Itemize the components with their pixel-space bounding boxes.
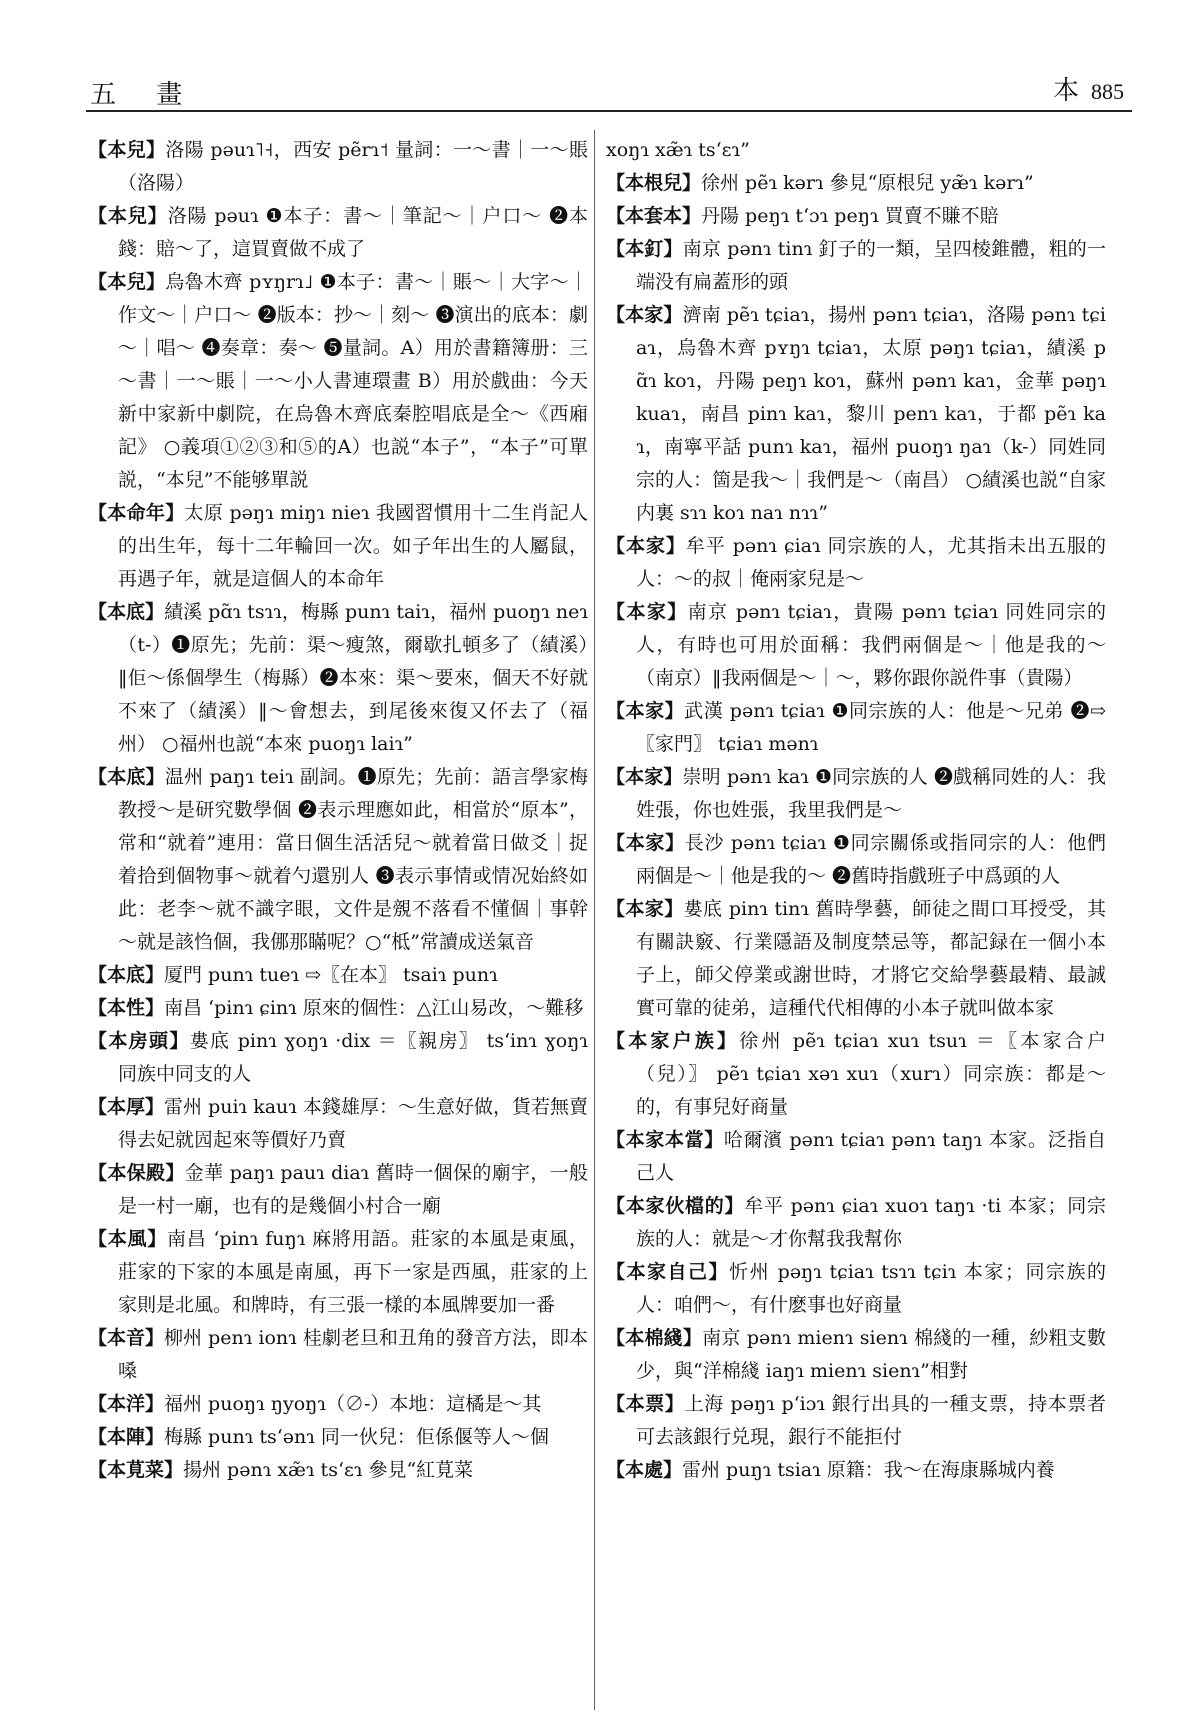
- dictionary-entry: [606, 1190, 1106, 1256]
- entry-headword: 【本家伙檔的】: [606, 1195, 745, 1217]
- dictionary-entry: [606, 233, 1106, 299]
- dictionary-entry: [88, 1091, 588, 1157]
- entry-text: 崇明 pənɿ kaɿ ❶同宗族的人 ❷戲稱同姓的人：我姓張，你也姓張，我里我們是～: [636, 766, 1106, 821]
- dictionary-entry: [606, 200, 1106, 233]
- entry-text: 揚州 pənɿ xæ̃ɿ tsʻɛɿ 參見“紅莧菜: [183, 1459, 474, 1481]
- entry-headword: 【本釘】: [606, 238, 683, 260]
- entry-text: 柳州 penɿ ionɿ 桂劇老旦和丑角的發音方法，即本嗓: [118, 1327, 588, 1382]
- entry-text: 忻州 pəŋɿ tɕiaɿ tsɿɿ tɕiɿ 本家；同宗族的人：咱們～，有什麽事也好商量: [636, 1261, 1106, 1316]
- entry-text: 梅縣 punɿ tsʻənɿ 同一伙兒：佢係偃等人～個: [164, 1426, 549, 1448]
- entry-headword: 【本莧菜】: [88, 1459, 184, 1481]
- entry-text: 雷州 puiɿ kauɿ 本錢雄厚：～生意好做，貨若無賣得去妃就囥起來等價好乃賣: [118, 1096, 588, 1151]
- dictionary-entry: [88, 266, 588, 497]
- header-rule: [86, 110, 1132, 112]
- entry-text: 武漢 pənɿ tɕiaɿ ❶同宗族的人：他是～兄弟 ❷⇨〖家門〗 tɕiaɿ mənɿ: [636, 700, 1106, 755]
- entry-text: 福州 puoŋɿ ŋyoŋɿ（∅-）本地：這橘是～其: [164, 1393, 542, 1415]
- dictionary-entry: [88, 1223, 588, 1322]
- entry-headword: 【本底】: [88, 964, 165, 986]
- entry-headword: 【本洋】: [88, 1393, 165, 1415]
- entry-text: 温州 paŋɿ teiɿ 副詞。❶原先；先前：語言學家梅教授～是研究數學個 ❷表示理應如此，相當於“原本”，常和“就着”連用：當日個生活活兒～就着當日做爻｜捉着拾到個物事～就着勺還别人 ❸表示事情或情况始終如此：老李～就不識字眼，文件是覫不落看不懂個｜事幹～就是該㤘個，我㑚那瞞呢？○“柢”常讀成送氣音: [118, 766, 588, 953]
- entry-text: 牟平 pənɿ ɕiaɿ 同宗族的人，尤其指未出五服的人：～的叔｜俺兩家兒是～: [636, 535, 1106, 590]
- entry-text: 金華 paŋɿ pauɿ diaɿ 舊時一個保的廟宇，一般是一村一廟，也有的是幾個小村合一廟: [118, 1162, 588, 1217]
- entry-headword: 【本棉綫】: [606, 1327, 703, 1349]
- entry-headword: 【本家】: [606, 766, 683, 788]
- dictionary-entry: [606, 827, 1106, 893]
- entry-headword: 【本底】: [88, 601, 165, 623]
- dictionary-entry: [606, 1124, 1106, 1190]
- dictionary-entry: [606, 1322, 1106, 1388]
- dictionary-entry: [606, 167, 1106, 200]
- dictionary-entry: [606, 1454, 1106, 1487]
- dictionary-entry: [88, 1421, 588, 1454]
- entry-text: 長沙 pənɿ tɕiaɿ ❶同宗關係或指同宗的人：他們兩個是～｜他是我的～ ❷舊時指戲班子中爲頭的人: [636, 832, 1106, 887]
- entry-headword: 【本保殿】: [88, 1162, 185, 1184]
- dictionary-entry: [606, 761, 1106, 827]
- dictionary-entry: [88, 1454, 588, 1487]
- dictionary-entry: [88, 134, 588, 200]
- dictionary-entry: [88, 497, 588, 596]
- entry-text: 丹陽 peŋɿ tʻɔɿ peŋɿ 買賣不賺不賠: [701, 205, 999, 227]
- entry-headword: 【本兒】: [88, 205, 168, 227]
- head-character: 本: [1052, 76, 1079, 106]
- entry-headword: 【本家自己】: [606, 1261, 730, 1283]
- entry-text: 績溪 pɑ̃ɿ tsɿɿ，梅縣 punɿ taiɿ，福州 puoŋɿ neɿ（t-）❶原先；先前：渠～瘦煞，爾歇扎頓多了（績溪）‖佢～係個學生（梅縣）❷本來：渠～要來，個天不好就不來了（績溪）‖～會想去，到尾後來復又伓去了（福州） ○福州也説“本來 puoŋɿ laiɿ”: [118, 601, 588, 755]
- entry-text: 南京 pənɿ tɕiaɿ，貴陽 pənɿ tɕiaɿ 同姓同宗的人，有時也可用於面稱：我們兩個是～｜他是我的～（南京）‖我兩個是～｜～，夥你跟你説件事（貴陽）: [636, 601, 1106, 689]
- entry-text: 南昌 ʻpinɿ fuŋɿ 麻將用語。莊家的本風是東風，莊家的下家的本風是南風，再下一家是西風，莊家的上家則是北風。和牌時，有三張一樣的本風牌要加一番: [118, 1228, 588, 1316]
- entry-text: 濟南 pẽɿ tɕiaɿ，揚州 pənɿ tɕiaɿ，洛陽 pənɿ tɕiaɿ，烏魯木齊 pʏŋɿ tɕiaɿ，太原 pəŋɿ tɕiaɿ，績溪 pɑ̃ɿ koɿ，丹陽 peŋɿ koɿ，蘇州 pənɿ kaɿ，金華 pəŋɿ kuaɿ，南昌 pinɿ kaɿ，黎川 penɿ kaɿ，于都 pẽɿ kaɿ，南寧平話 punɿ kaɿ，福州 puoŋɿ ŋaɿ（k-）同姓同宗的人：箇是我～｜我們是～（南昌） ○績溪也説“自家内裏 sɿɿ koɿ naɿ nɿɿ”: [636, 304, 1106, 524]
- entry-text: 徐州 pẽɿ tɕiaɿ xuɿ tsuɿ ＝〖本家合户（兒）〗 pẽɿ tɕiaɿ xəɿ xuɿ（xurɿ）同宗族：都是～的，有事兒好商量: [636, 1030, 1106, 1118]
- dictionary-entry: [88, 959, 588, 992]
- dictionary-entry: [606, 299, 1106, 530]
- dictionary-entry: [88, 992, 588, 1025]
- entry-headword: 【本根兒】: [606, 172, 702, 194]
- entry-headword: 【本處】: [606, 1459, 683, 1481]
- entry-text: 牟平 pənɿ ɕiaɿ xuoɿ taŋɿ ·ti 本家；同宗族的人：就是～才你幫我我幫你: [636, 1195, 1106, 1250]
- entry-headword: 【本厚】: [88, 1096, 165, 1118]
- entry-text: xoŋɿ xæ̃ɿ tsʻɛɿ”: [606, 139, 750, 161]
- entry-text: 徐州 pẽɿ kərɿ 參見“原根兒 yæ̃ɿ kərɿ”: [701, 172, 1034, 194]
- entry-text: 烏魯木齊 pʏŋrɿ˩ ❶本子：書～｜賬～｜大字～｜作文～｜户口～ ❷版本：抄～｜刻～ ❸演出的底本：劇～｜唱～ ❹奏章：奏～ ❺量詞。A）用於書籍簿册：三～書｜一～賬｜一～小人書連環畫 B）用於戲曲：今天新中家新中劇院，在烏魯木齊底秦腔唱底是全～《西廂記》 ○義項①②③和⑤的A）也説“本子”，“本子”可單説，“本兒”不能够單説: [118, 271, 588, 491]
- dictionary-entry: [606, 530, 1106, 596]
- column-divider: [594, 130, 595, 1710]
- entry-headword: 【本家本當】: [606, 1129, 724, 1151]
- entry-text: 南京 pənɿ tinɿ 釘子的一類，呈四棱錐體，粗的一端没有扁蓋形的頭: [636, 238, 1106, 293]
- entry-headword: 【本風】: [88, 1228, 168, 1250]
- dictionary-entry: [606, 893, 1106, 1025]
- entry-text: 哈爾濱 pənɿ tɕiaɿ pənɿ taŋɿ 本家。泛指自己人: [636, 1129, 1106, 1184]
- entry-headword: 【本家】: [606, 535, 686, 557]
- entry-text: 洛陽 pəuɿ˥˧，西安 pẽrɿ˦ 量詞：一～書｜一～賬（洛陽）: [118, 139, 588, 194]
- section-title: 五 畫: [90, 80, 199, 110]
- dictionary-entry: [606, 695, 1106, 761]
- dictionary-entry: [606, 134, 1106, 167]
- entry-text: 南京 pənɿ mienɿ sienɿ 棉綫的一種，紗粗支數少，與“洋棉綫 iaŋɿ mienɿ sienɿ”相對: [636, 1327, 1106, 1382]
- right-column: [606, 134, 1106, 1709]
- entry-headword: 【本家】: [606, 898, 684, 920]
- entry-text: 上海 pəŋɿ pʻiɔɿ 銀行出具的一種支票，持本票者可去該銀行兑現，銀行不能拒付: [636, 1393, 1106, 1448]
- entry-headword: 【本性】: [88, 997, 165, 1019]
- entry-text: 雷州 puŋɿ tsiaɿ 原籍：我～在海康縣城内養: [682, 1459, 1055, 1481]
- entry-headword: 【本兒】: [88, 139, 166, 161]
- entry-headword: 【本陣】: [88, 1426, 165, 1448]
- entry-headword: 【本家】: [606, 832, 685, 854]
- dictionary-entry: [88, 761, 588, 959]
- page-number: 885: [1091, 79, 1124, 104]
- entry-headword: 【本家】: [606, 700, 685, 722]
- entry-text: 厦門 punɿ tueɿ ⇨〖在本〗 tsaiɿ punɿ: [164, 964, 498, 986]
- entry-headword: 【本底】: [88, 766, 165, 788]
- entry-text: 太原 pəŋɿ miŋɿ nieɿ 我國習慣用十二生肖記人的出生年，每十二年輪回一次。如子年出生的人屬鼠，再遇子年，就是這個人的本命年: [118, 502, 588, 590]
- entry-text: 洛陽 pəuɿ ❶本子：書～｜筆記～｜户口～ ❷本錢：賠～了，這買賣做不成了: [118, 205, 588, 260]
- entry-headword: 【本票】: [606, 1393, 685, 1415]
- dictionary-entry: [88, 596, 588, 761]
- left-column: [88, 134, 588, 1709]
- entry-headword: 【本音】: [88, 1327, 165, 1349]
- dictionary-entry: [606, 1025, 1106, 1124]
- entry-headword: 【本兒】: [88, 271, 166, 293]
- entry-text: 婁底 pinɿ tinɿ 舊時學藝，師徒之間口耳授受，其有關訣竅、行業隱語及制度禁忌等，都記録在一個小本子上，師父停業或謝世時，才將它交給學藝最精、最誠實可靠的徒弟，這種代代相傳的小本子就叫做本家: [636, 898, 1106, 1019]
- entry-headword: 【本家】: [606, 304, 683, 326]
- entry-headword: 【本房頭】: [88, 1030, 190, 1052]
- entry-text: 南昌 ʻpinɿ ɕinɿ 原來的個性：△江山易改，～難移: [164, 997, 584, 1019]
- dictionary-entry: [88, 200, 588, 266]
- entry-headword: 【本套本】: [606, 205, 702, 227]
- dictionary-entry: [88, 1322, 588, 1388]
- entry-headword: 【本家户族】: [606, 1030, 740, 1052]
- dictionary-entry: [606, 1388, 1106, 1454]
- dictionary-entry: [606, 1256, 1106, 1322]
- dictionary-entry: [88, 1157, 588, 1223]
- entry-headword: 【本家】: [606, 601, 688, 623]
- entry-headword: 【本命年】: [88, 502, 185, 524]
- dictionary-entry: [88, 1025, 588, 1091]
- dictionary-entry: [88, 1388, 588, 1421]
- page-heading: [1053, 70, 1124, 107]
- entry-text: 婁底 pinɿ ɣoŋɿ ·dix ＝〖親房〗 tsʻinɿ ɣoŋɿ 同族中同支的人: [118, 1030, 588, 1085]
- page-header: [86, 70, 1132, 110]
- dictionary-entry: [606, 596, 1106, 695]
